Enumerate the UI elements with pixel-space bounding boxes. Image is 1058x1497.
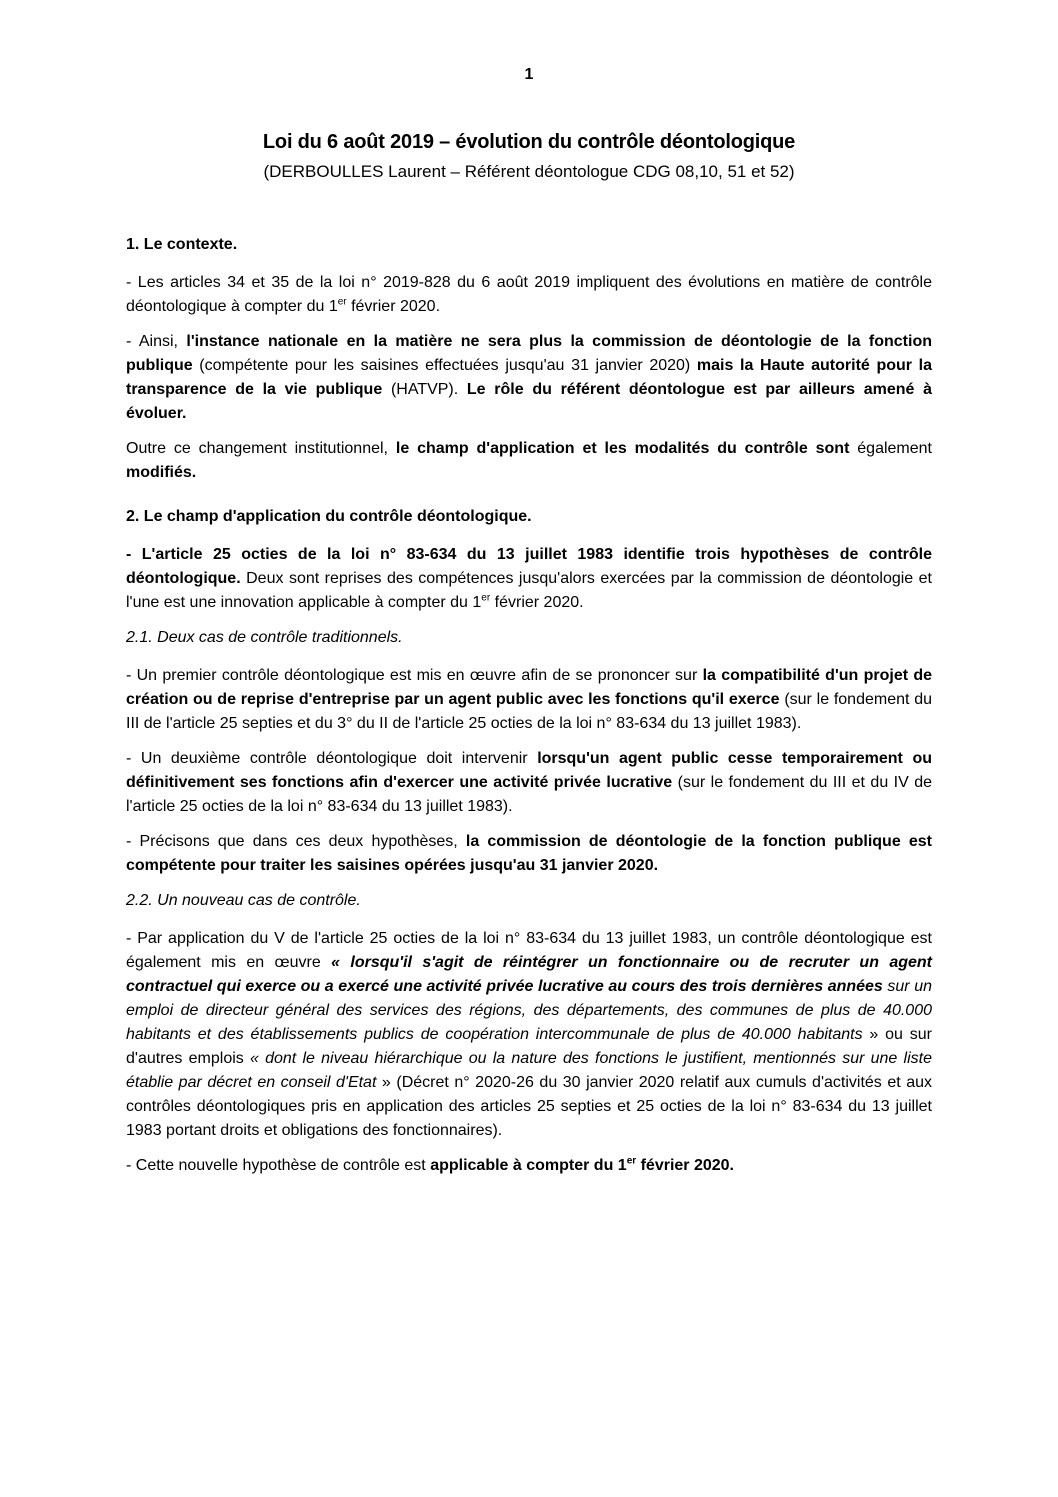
paragraph-2-2-2: - Cette nouvelle hypothèse de contrôle est applicable à compter du 1er février 2020. xyxy=(126,1155,734,1174)
paragraph-1-2: - Ainsi, l'instance nationale en la matière ne sera plus la commission de déontologie de la fonction publique (compétente pour les saisines effectuées jusqu'au 31 janvier 2020) mais la Haute autorité pour la transparence de la vie publique (HATVP). Le rôle du référent déontologue est par ailleurs amené à évoluer. xyxy=(126,333,933,422)
section-heading-2-1: 2.1. Deux cas de contrôle traditionnels. xyxy=(126,629,403,646)
page-number: 1 xyxy=(524,66,534,83)
paragraph-1-1: - Les articles 34 et 35 de la loi n° 2019-828 du 6 août 2019 impliquent des évolutions en matière de contrôle déontologique à compter du 1er février 2020. xyxy=(126,274,932,315)
document-subtitle: (DERBOULLES Laurent – Référent déontologue CDG 08,10, 51 et 52) xyxy=(263,162,795,181)
paragraph-2-1-3: - Précisons que dans ces deux hypothèses, la commission de déontologie de la fonction publique est compétente pour traiter les saisines opérées jusqu'au 31 janvier 2020. xyxy=(126,833,932,874)
paragraph-2-1: - L'article 25 octies de la loi n° 83-634 du 13 juillet 1983 identifie trois hypothèses de contrôle déontologique. Deux sont reprises des compétences jusqu'alors exercées par la commission de déontologie et l'une est une innovation applicable à compter du 1er février 2020. xyxy=(126,546,932,611)
document-title: Loi du 6 août 2019 – évolution du contrôle déontologique xyxy=(262,131,796,153)
paragraph-1-3: Outre ce changement institutionnel, le champ d'application et les modalités du contrôle sont également modifiés. xyxy=(126,440,932,481)
section-heading-1: 1. Le contexte. xyxy=(126,236,238,253)
section-heading-2: 2. Le champ d'application du contrôle déontologique. xyxy=(126,508,532,525)
document-body xyxy=(126,233,932,1189)
paragraph-2-2-1: - Par application du V de l'article 25 octies de la loi n° 83-634 du 13 juillet 1983, un contrôle déontologique est également mis en œuvre « lorsqu'il s'agit de réintégrer un fonctionnaire ou de recruter un agent contractuel qui exerce ou a exercé une activité privée lucrative au cours des trois dernières années sur un emploi de directeur général des services des régions, des départements, des communes de plus de 40.000 habitants et des établissements publics de coopération intercommunale de plus de 40.000 habitants » ou sur d'autres emplois « dont le niveau hiérarchique ou la nature des fonctions le justifient, mentionnés sur une liste établie par décret en conseil d'Etat » (Décret n° 2020-26 du 30 janvier 2020 relatif aux cumuls d'activités et aux contrôles déontologiques pris en application des articles 25 septies et 25 octies de la loi n° 83-634 du 13 juillet 1983 portant droits et obligations des fonctionnaires). xyxy=(126,930,933,1139)
section-heading-2-2: 2.2. Un nouveau cas de contrôle. xyxy=(126,892,361,909)
paragraph-2-1-2: - Un deuxième contrôle déontologique doit intervenir lorsqu'un agent public cesse temporairement ou définitivement ses fonctions afin d'exercer une activité privée lucrative (sur le fondement du III et du IV de l'article 25 octies de la loi n° 83-634 du 13 juillet 1983). xyxy=(126,750,933,815)
paragraph-2-1-1: - Un premier contrôle déontologique est mis en œuvre afin de se prononcer sur la compatibilité d'un projet de création ou de reprise d'entreprise par un agent public avec les fonctions qu'il exerce (sur le fondement du III de l'article 25 septies et du 3° du II de l'article 25 octies de la loi n° 83-634 du 13 juillet 1983). xyxy=(126,667,933,732)
